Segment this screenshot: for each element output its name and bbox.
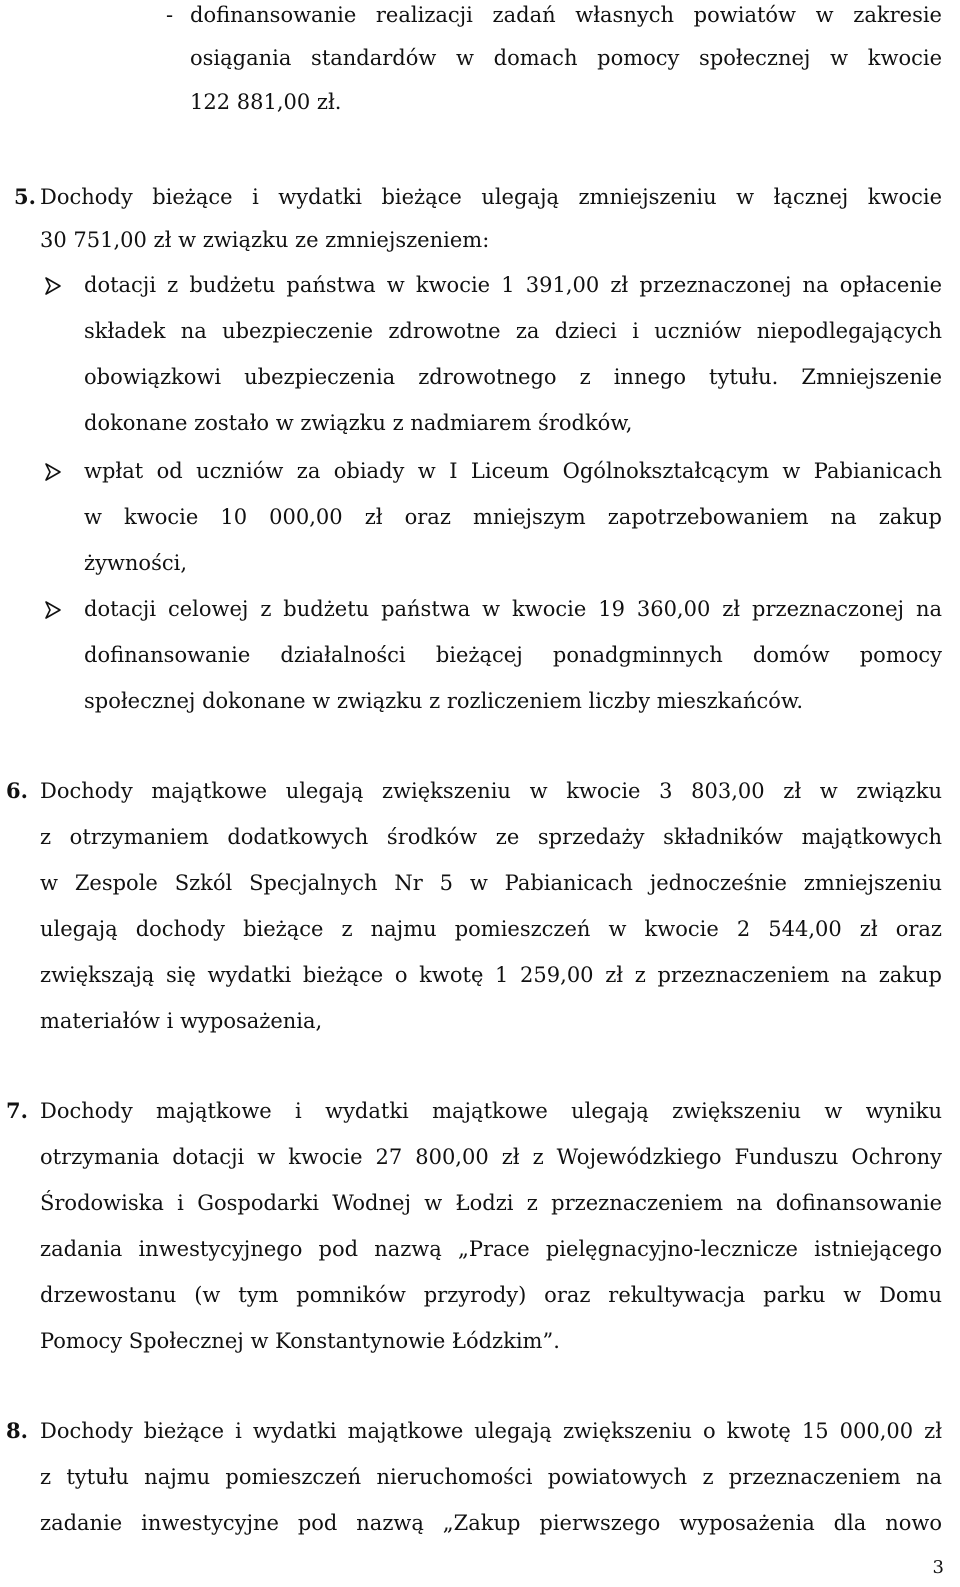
text-line: dofinansowanie działalności bieżącej ponadgminnych domów pomocy: [84, 643, 942, 667]
section-number: 7.: [6, 1098, 28, 1123]
arrow-bullet-icon: [44, 276, 62, 296]
text-line: żywności,: [84, 551, 188, 575]
arrow-bullet-icon: [44, 600, 62, 620]
page-number: 3: [932, 1557, 944, 1578]
text-line: zadania inwestycyjnego pod nazwą „Prace pielęgnacyjno-lecznicze istniejącego: [40, 1237, 942, 1261]
text-line: 122 881,00 zł.: [190, 90, 342, 114]
text-line: dofinansowanie realizacji zadań własnych powiatów w zakresie: [190, 3, 942, 27]
dash-marker: -: [166, 3, 174, 27]
text-line: wpłat od uczniów za obiady w I Liceum Ogólnokształcącym w Pabianicach: [84, 459, 942, 483]
text-line: Dochody majątkowe i wydatki majątkowe ulegają zwiększeniu w wyniku: [40, 1099, 942, 1123]
text-line: z otrzymaniem dodatkowych środków ze sprzedaży składników majątkowych: [40, 825, 942, 849]
text-line: Dochody majątkowe ulegają zwiększeniu w kwocie 3 803,00 zł w związku: [40, 779, 942, 803]
text-line: otrzymania dotacji w kwocie 27 800,00 zł z Wojewódzkiego Funduszu Ochrony: [40, 1145, 942, 1169]
text-line: z tytułu najmu pomieszczeń nieruchomości powiatowych z przeznaczeniem na: [40, 1465, 942, 1489]
text-line: dotacji z budżetu państwa w kwocie 1 391,00 zł przeznaczonej na opłacenie: [84, 273, 942, 297]
text-line: materiałów i wyposażenia,: [40, 1009, 323, 1033]
text-line: osiągania standardów w domach pomocy społecznej w kwocie: [190, 46, 942, 70]
section-number: 5.: [14, 184, 36, 209]
text-line: Dochody bieżące i wydatki bieżące ulegają zmniejszeniu w łącznej kwocie: [40, 185, 942, 209]
text-line: społecznej dokonane w związku z rozliczeniem liczby mieszkańców.: [84, 689, 804, 713]
text-line: Dochody bieżące i wydatki majątkowe ulegają zwiększeniu o kwotę 15 000,00 zł: [40, 1419, 942, 1443]
text-line: w Zespole Szkól Specjalnych Nr 5 w Pabianicach jednocześnie zmniejszeniu: [40, 871, 942, 895]
text-line: drzewostanu (w tym pomników przyrody) oraz rekultywacja parku w Domu: [40, 1283, 942, 1307]
text-line: zadanie inwestycyjne pod nazwą „Zakup pierwszego wyposażenia dla nowo: [40, 1511, 942, 1535]
arrow-bullet-icon: [44, 462, 62, 482]
text-line: obowiązkowi ubezpieczenia zdrowotnego z innego tytułu. Zmniejszenie: [84, 365, 942, 389]
text-line: Środowiska i Gospodarki Wodnej w Łodzi z przeznaczeniem na dofinansowanie: [40, 1191, 942, 1215]
section-number: 6.: [6, 778, 28, 803]
section-number: 8.: [6, 1418, 28, 1443]
text-line: zwiększają się wydatki bieżące o kwotę 1 259,00 zł z przeznaczeniem na zakup: [40, 963, 942, 987]
text-line: składek na ubezpieczenie zdrowotne za dzieci i uczniów niepodlegających: [84, 319, 942, 343]
text-line: 30 751,00 zł w związku ze zmniejszeniem:: [40, 228, 490, 252]
text-line: dotacji celowej z budżetu państwa w kwocie 19 360,00 zł przeznaczonej na: [84, 597, 942, 621]
text-line: dokonane zostało w związku z nadmiarem środków,: [84, 411, 633, 435]
text-line: w kwocie 10 000,00 zł oraz mniejszym zapotrzebowaniem na zakup: [84, 505, 942, 529]
text-line: Pomocy Społecznej w Konstantynowie Łódzkim”.: [40, 1329, 560, 1353]
text-line: ulegają dochody bieżące z najmu pomieszczeń w kwocie 2 544,00 zł oraz: [40, 917, 942, 941]
